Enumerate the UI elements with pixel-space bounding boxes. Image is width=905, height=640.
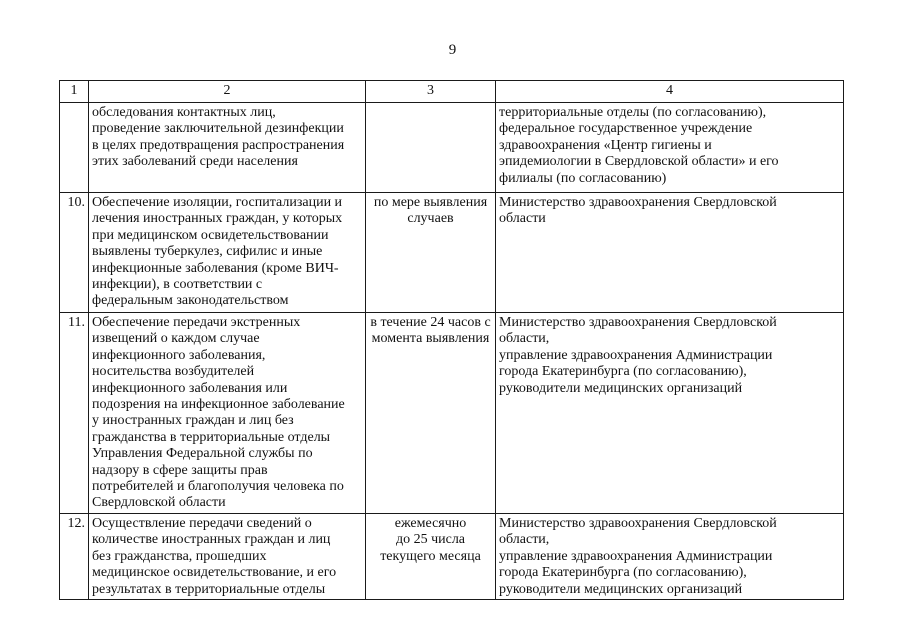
term-line: момента выявления bbox=[371, 331, 490, 347]
measure-line: Управления Федеральной службы по bbox=[92, 446, 313, 462]
measure-cell bbox=[89, 313, 366, 514]
measure-line: в целях предотвращения распространения bbox=[92, 137, 345, 153]
row-number bbox=[60, 103, 89, 193]
term-line: ежемесячно bbox=[394, 515, 467, 531]
executor-line: руководители медицинских организаций bbox=[499, 581, 743, 597]
term-line: до 25 числа bbox=[395, 532, 466, 548]
executor-cell bbox=[496, 193, 844, 313]
measures-table bbox=[59, 80, 844, 600]
executor-line: управление здравоохранения Администрации bbox=[499, 347, 773, 363]
term-cell bbox=[366, 193, 496, 313]
measure-line: Обеспечение передачи экстренных bbox=[92, 315, 301, 330]
table-row bbox=[60, 513, 844, 599]
column-number-1: 1 bbox=[60, 81, 89, 103]
measure-line: при медицинском освидетельствовании bbox=[92, 227, 329, 243]
measure-line: Обеспечение изоляции, госпитализации и bbox=[92, 195, 343, 210]
measure-line: проведение заключительной дезинфекции bbox=[92, 121, 344, 137]
executor-line: Министерство здравоохранения Свердловской bbox=[499, 515, 777, 531]
measure-line: надзору в сфере защиты прав bbox=[92, 462, 268, 478]
table-header-row bbox=[60, 81, 844, 103]
term-line: случаев bbox=[407, 211, 454, 227]
measure-line: результатах в территориальные отделы bbox=[92, 581, 326, 597]
measure-line: количестве иностранных граждан и лиц bbox=[92, 532, 331, 548]
term-line: по мере выявления bbox=[373, 195, 488, 210]
executor-line: области, bbox=[499, 532, 550, 548]
row-number: 10. bbox=[60, 193, 89, 313]
term-line: текущего месяца bbox=[380, 548, 481, 564]
executor-line: города Екатеринбурга (по согласованию), bbox=[499, 565, 747, 581]
measure-cell bbox=[89, 513, 366, 599]
measure-line: носительства возбудителей bbox=[92, 364, 255, 380]
table-row bbox=[60, 313, 844, 514]
table-row bbox=[60, 103, 844, 193]
column-number-2: 2 bbox=[89, 81, 366, 103]
column-number-3: 3 bbox=[366, 81, 496, 103]
executor-cell bbox=[496, 103, 844, 193]
executor-line: руководители медицинских организаций bbox=[499, 380, 743, 396]
measure-line: без гражданства, прошедших bbox=[92, 548, 267, 564]
column-number-4: 4 bbox=[496, 81, 844, 103]
measure-line: инфекции), в соответствии с bbox=[92, 277, 263, 293]
term-cell bbox=[366, 313, 496, 514]
executor-line: эпидемиологии в Свердловской области» и его bbox=[499, 154, 779, 170]
term-cell bbox=[366, 513, 496, 599]
measure-line: медицинское освидетельствование, и его bbox=[92, 565, 337, 581]
row-number: 11. bbox=[60, 313, 89, 514]
executor-line: области bbox=[499, 211, 546, 227]
measure-line: инфекционного заболевания, bbox=[92, 347, 266, 363]
term-cell bbox=[366, 103, 496, 193]
measure-line: обследования контактных лиц, bbox=[92, 105, 276, 120]
measure-line: извещений о каждом случае bbox=[92, 331, 260, 347]
measure-line: этих заболеваний среди населения bbox=[92, 154, 298, 170]
measure-line: подозрения на инфекционное заболевание bbox=[92, 397, 345, 413]
measure-line: федеральным законодательством bbox=[92, 293, 289, 309]
measure-line: гражданства в территориальные отделы bbox=[92, 429, 331, 445]
measure-line: инфекционные заболевания (кроме ВИЧ- bbox=[92, 260, 339, 276]
row-number: 12. bbox=[60, 513, 89, 599]
measure-line: инфекционного заболевания или bbox=[92, 380, 288, 396]
table-row bbox=[60, 193, 844, 313]
executor-line: территориальные отделы (по согласованию), bbox=[499, 105, 767, 120]
measure-line: Свердловской области bbox=[92, 495, 226, 511]
executor-line: здравоохранения «Центр гигиены и bbox=[499, 137, 712, 153]
term-line: в течение 24 часов с bbox=[370, 315, 491, 330]
executor-line: города Екатеринбурга (по согласованию), bbox=[499, 364, 747, 380]
executor-line: филиалы (по согласованию) bbox=[499, 170, 667, 186]
measure-line: у иностранных граждан и лиц без bbox=[92, 413, 294, 429]
measure-line: Осуществление передачи сведений о bbox=[92, 515, 312, 531]
executor-line: области, bbox=[499, 331, 550, 347]
measure-line: потребителей и благополучия человека по bbox=[92, 479, 344, 495]
measure-line: выявлены туберкулез, сифилис и иные bbox=[92, 244, 323, 260]
measure-cell bbox=[89, 103, 366, 193]
measure-cell bbox=[89, 193, 366, 313]
executor-cell bbox=[496, 313, 844, 514]
measure-line: лечения иностранных граждан, у которых bbox=[92, 211, 343, 227]
executor-cell bbox=[496, 513, 844, 599]
executor-line: Министерство здравоохранения Свердловской bbox=[499, 195, 777, 210]
executor-line: федеральное государственное учреждение bbox=[499, 121, 753, 137]
page-number: 9 bbox=[448, 42, 457, 58]
executor-line: Министерство здравоохранения Свердловской bbox=[499, 315, 777, 330]
executor-line: управление здравоохранения Администрации bbox=[499, 548, 773, 564]
